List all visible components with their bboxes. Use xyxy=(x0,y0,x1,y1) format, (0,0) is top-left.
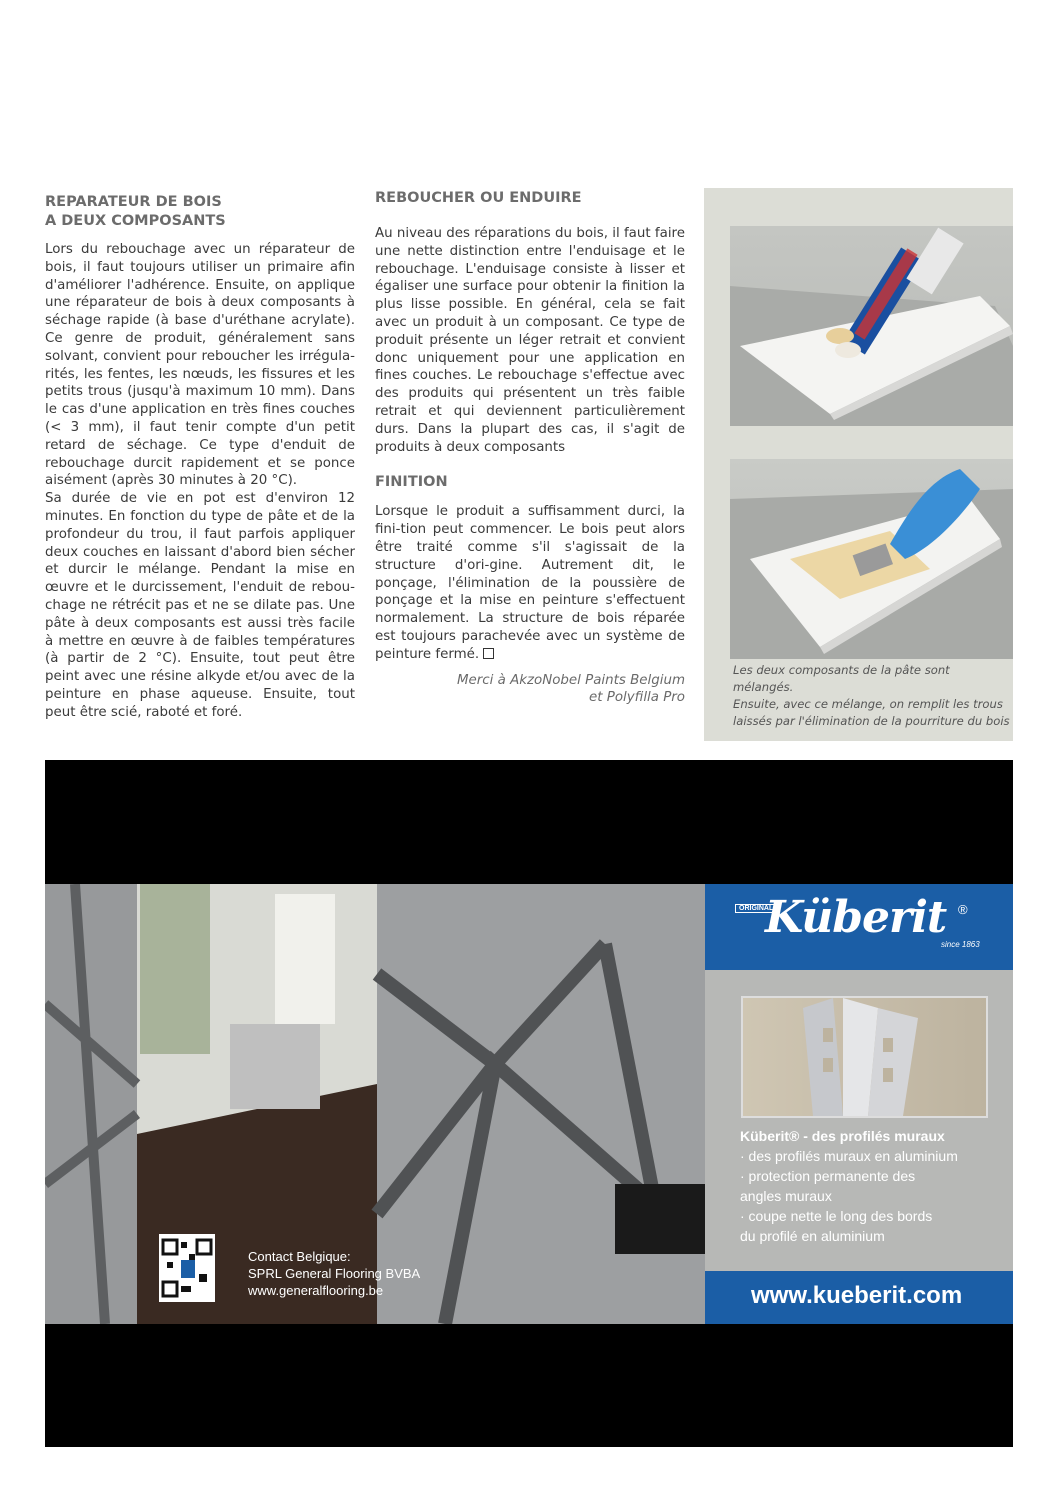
website-link[interactable]: www.kueberit.com xyxy=(751,1282,963,1309)
contact-link[interactable]: www.generalflooring.be xyxy=(248,1283,384,1298)
logo-original-label: ORIGINAL xyxy=(735,904,777,913)
finition-text: Lorsque le produit a suffisamment durci, la fini-tion peut commencer. Le bois peut alors être traité comme s'il s'agissait de la structure d'ori-gine. Autrement dit, le ponçage, l'élimination de la poussière de ponçage et la mise en peinture s'effectuent normalement. La structure de bois réparée est toujours parachevée avec un système de peinture fermé. xyxy=(375,504,685,662)
feature-line: · protection permanente des xyxy=(740,1168,916,1184)
caption-line-1: Les deux composants de la pâte sont mélangés. xyxy=(733,663,950,694)
feature-line: · coupe nette le long des bords xyxy=(740,1208,933,1224)
contact-line-1: Contact Belgique: xyxy=(248,1249,351,1264)
heading-line-2: A DEUX COMPOSANTS xyxy=(45,213,226,229)
website-bar xyxy=(705,1271,1013,1324)
left-column xyxy=(45,193,355,722)
paragraph: Au niveau des réparations du bois, il faut faire une nette distinction entre l'enduisage et le rebouchage. L'enduisage consiste à lisser et égaliser une surface pour obtenir la finition la plus lisse possible. En général, cela se fait avec un produit à un composant. Ce type de produit présente un léger retrait et convient donc uniquement pour une application en fines couches. Le rebouchage s'effectue avec des produits qui présentent un très faible retrait et qui deviennent particulièrement durs. Dans la plupart des cas, il s'agit de produits à deux composants xyxy=(375,226,685,455)
section-heading-finition: FINITION xyxy=(375,474,448,491)
section-heading-reboucher: REBOUCHER OU ENDUIRE xyxy=(375,190,582,206)
logo-since: since 1863 xyxy=(941,940,980,949)
feature-line: · des profilés muraux en aluminium xyxy=(740,1148,958,1164)
credits-line-1: Merci à AkzoNobel Paints Belgium xyxy=(456,672,685,688)
section-heading-repairer xyxy=(45,193,355,231)
product-image xyxy=(741,996,988,1118)
caption-line-3: laissés par l'élimination de la pourriture du bois xyxy=(733,714,1010,728)
registered-mark: ® xyxy=(958,902,968,917)
product-title: Küberit® - des profilés muraux xyxy=(740,1128,945,1144)
credits xyxy=(375,672,685,708)
photo-panel xyxy=(704,188,1013,741)
middle-column xyxy=(375,189,685,707)
logo-wordmark: Küberit xyxy=(765,892,947,943)
product-features xyxy=(740,1126,958,1246)
qr-code[interactable] xyxy=(159,1234,215,1302)
brand-logo xyxy=(705,884,1013,970)
feature-line: angles muraux xyxy=(740,1188,832,1204)
ad-room-photo xyxy=(45,884,705,1324)
ad-brand-panel xyxy=(705,884,1013,1324)
credits-line-2: et Polyfilla Pro xyxy=(589,690,685,706)
feature-item xyxy=(740,1166,958,1206)
caption-line-2: Ensuite, avec ce mélange, on remplit les trous xyxy=(733,697,1003,711)
photo-caption xyxy=(733,662,1011,730)
photo-mixing-tube xyxy=(730,226,1013,426)
paragraph: Lors du rebouchage avec un réparateur de bois, il faut toujours utiliser un primaire afin d'améliorer l'adhérence. Ensuite, on applique une réparateur de bois à deux composants à séchage rapide (à base d'uréthane acrylate). Ce genre de produit, généralement sans solvant, convient pour reboucher les irrégula-rités, les fentes, les nœuds, les fissures et les petits trous (jusqu'à maximum 10 mm). Dans le cas d'une application en très fines couches (< 3 mm), il faut tenir compte d'un petit retard de séchage. Ce type d'enduit de rebouchage durcit rapidement et se ponce aisément (après 30 minutes à 20 °C). xyxy=(45,242,355,489)
feature-item xyxy=(740,1146,958,1166)
advertisement xyxy=(45,760,1013,1447)
heading-line-1: REPARATEUR DE BOIS xyxy=(45,194,222,210)
contact-line-2: SPRL General Flooring BVBA xyxy=(248,1266,421,1281)
photo-spreading-paste xyxy=(730,459,1013,659)
feature-line: du profilé en aluminium xyxy=(740,1228,885,1244)
feature-item xyxy=(740,1206,958,1246)
end-mark-icon xyxy=(483,648,494,659)
paragraph xyxy=(375,503,685,663)
contact-info xyxy=(248,1248,420,1299)
paragraph: Sa durée de vie en pot est d'environ 12 minutes. En fonction du type de pâte et de la profondeur du trou, il faut parfois appliquer deux couches en laissant d'abord bien sécher et durcir le mélange. Pendant la mise en œuvre et le durcissement, l'enduit de rebou-chage ne rétrécit pas et ne se dilate pas. Une pâte à deux composants est aussi très facile à mettre en œuvre à de faibles températures (à partir de 2 °C). Ensuite, tout peut être peint avec une résine alkyde et/ou avec de la peinture en phase aqueuse. Ensuite, tout peut être scié, raboté et foré. xyxy=(45,491,355,720)
